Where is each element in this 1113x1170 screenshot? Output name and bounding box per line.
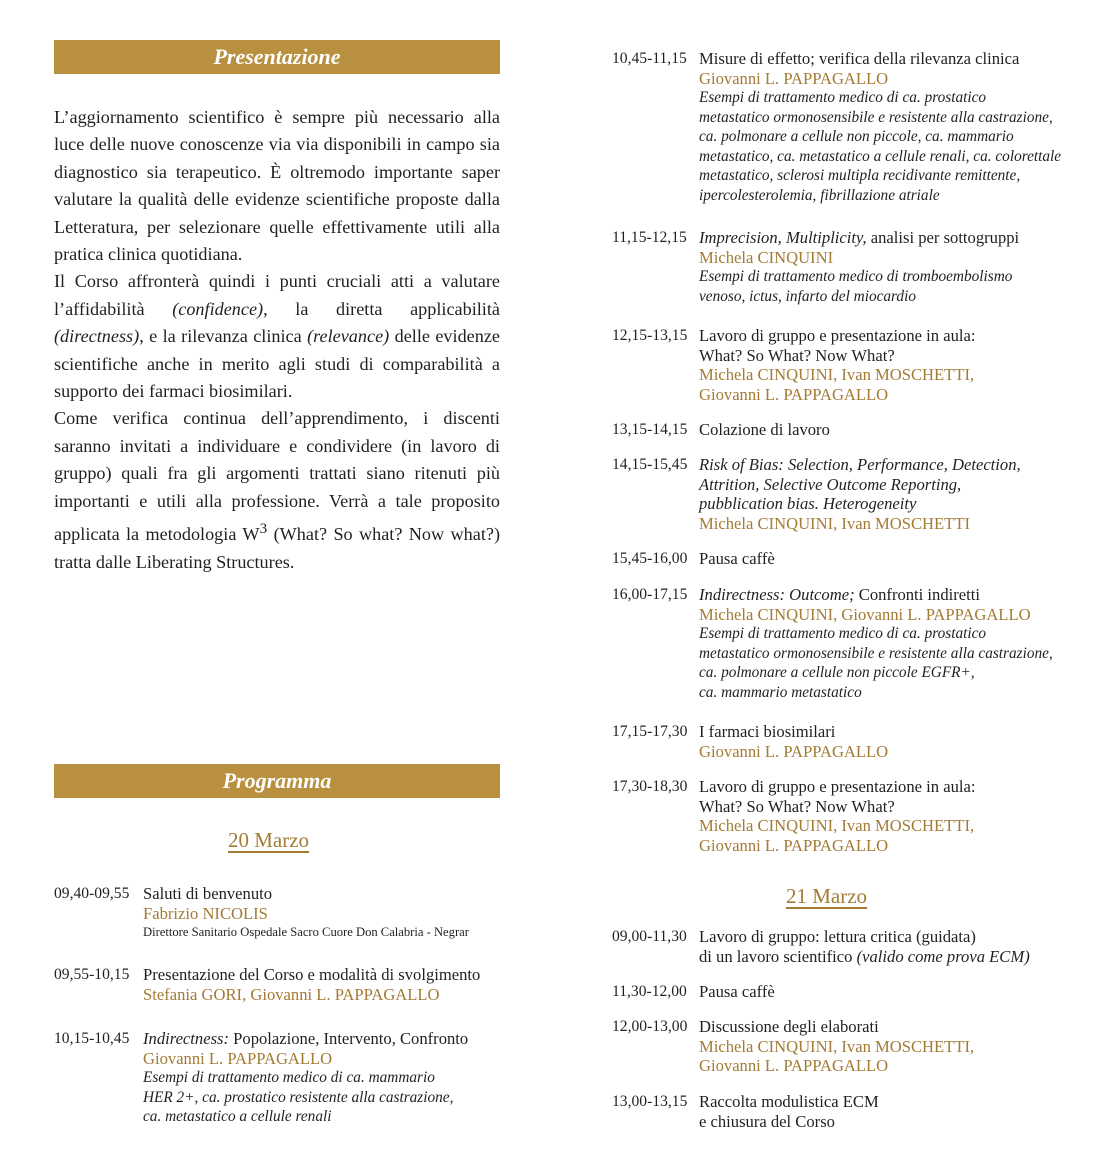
- entry-speaker: Michela CINQUINI, Ivan MOSCHETTI,: [699, 1036, 975, 1056]
- entry-time: 11,15-12,15: [612, 229, 687, 246]
- entry-title: Indirectness: Outcome; Confronti indiretti: [699, 585, 980, 604]
- entry-speaker: Giovanni L. PAPPAGALLO: [143, 1048, 333, 1068]
- entry-title: Presentazione del Corso e modalità di svolgimento: [143, 965, 481, 984]
- entry-speaker-line2: Giovanni L. PAPPAGALLO: [699, 1056, 889, 1075]
- entry-time: 09,55-10,15: [54, 966, 130, 983]
- entry-time: 13,15-14,15: [612, 421, 688, 438]
- entry-time: 15,45-16,00: [612, 550, 688, 567]
- entry-title-line2: What? So What? Now What?: [699, 345, 895, 365]
- entry-speaker: Michela CINQUINI, Ivan MOSCHETTI,: [699, 816, 975, 835]
- entry-title: Misure di effetto; verifica della rilevanza clinica: [699, 49, 1020, 68]
- entry-title: Lavoro di gruppo: lettura critica (guidata): [699, 927, 976, 946]
- entry-time: 12,15-13,15: [612, 327, 688, 344]
- entry-speaker: Stefania GORI, Giovanni L. PAPPAGALLO: [143, 984, 440, 1004]
- entry-title: Imprecision, Multiplicity, analisi per sottogruppi: [699, 228, 1020, 247]
- entry-title: Indirectness: Popolazione, Intervento, Confronto: [143, 1029, 469, 1048]
- entry-title: Colazione di lavoro: [699, 420, 830, 439]
- entry-speaker: Giovanni L. PAPPAGALLO: [699, 68, 889, 88]
- entry-note: Esempi di trattamento medico di ca. mammario HER 2+, ca. prostatico resistente alla castrazione, ca. metastatico a cellule renali: [143, 1069, 454, 1126]
- entry-time: 17,15-17,30: [612, 723, 688, 740]
- entry-title: I farmaci biosimilari: [699, 722, 836, 741]
- entry-note: Esempi di trattamento medico di ca. prostatico metastatico ormonosensibile e resistente alla castrazione, ca. polmonare a cellule non piccole, ca. mammario metastatico, ca. metastatico a cellule renali, ca. colorettale metastatico, sclerosi multipla recidivante remittente, ipercolesterolemia, fibrillazione atriale: [699, 89, 1062, 204]
- entry-speaker-line2: Giovanni L. PAPPAGALLO: [699, 384, 889, 404]
- entry-title: Risk of Bias: Selection, Performance, Detection, Attrition, Selective Outcome Reporting, pubblication bias. Heterogeneity: [699, 455, 1021, 513]
- entry-time: 12,00-13,00: [612, 1018, 688, 1035]
- entry-note: Esempi di trattamento medico di ca. prostatico metastatico ormonosensibile e resistente alla castrazione, ca. polmonare a cellule non piccole EGFR+, ca. mammario metastatico: [699, 625, 1053, 701]
- schedule-entry: [612, 722, 1079, 761]
- entry-note: Esempi di trattamento medico di tromboembolismo venoso, ictus, infarto del miocardio: [699, 268, 1013, 305]
- entry-title: Saluti di benvenuto: [143, 884, 273, 903]
- entry-title: Raccolta modulistica ECM: [699, 1092, 879, 1111]
- intro-paragraph-3: Come verifica continua dell’apprendimento, i discenti saranno invitati a individuare e condividere (in lavoro di gruppo) quali fra gli argomenti trattati siano ritenuti più importanti e utili alla professione. Verrà a tale proposito applicata la metodologia $W^3$ (What? So what? Now what?) tratta dalle Liberating Structures.: [54, 408, 501, 572]
- schedule-entry: [612, 982, 1079, 1002]
- entry-title-line2: e chiusura del Corso: [699, 1111, 835, 1131]
- entry-speaker-role: Direttore Sanitario Ospedale Sacro Cuore Don Calabria - Negrar: [143, 925, 469, 939]
- entry-title-line2: di un lavoro scientifico (valido come prova ECM): [699, 946, 1030, 966]
- schedule-entry: [612, 585, 1079, 702]
- entry-time: 09,00-11,30: [612, 928, 687, 945]
- schedule-entry: [54, 884, 503, 941]
- intro-paragraph-1: L’aggiornamento scientifico è sempre più necessario alla luce delle nuove conoscenze via via disponibili in campo sia diagnostico sia terapeutico. È oltremodo importante saper valutare la qualità delle evidenze scientifiche proposte dalla Letteratura, per selezionare quelle effettivamente utili alla pratica clinica quotidiana.: [54, 107, 500, 265]
- schedule-entry: [54, 965, 513, 1004]
- entry-time: 11,30-12,00: [612, 983, 687, 1000]
- schedule-entry: [612, 1017, 1079, 1076]
- day-heading-20-marzo: 20 Marzo: [228, 828, 310, 852]
- programma-banner: Programma: [54, 764, 500, 798]
- presentazione-banner: Presentazione: [54, 40, 500, 74]
- schedule-entry: [612, 777, 1079, 855]
- schedule-entry: [612, 228, 1079, 306]
- schedule-entry: [54, 1029, 503, 1127]
- day-heading-21-marzo: 21 Marzo: [786, 884, 868, 908]
- entry-time: 13,00-13,15: [612, 1093, 688, 1110]
- entry-title: Discussione degli elaborati: [699, 1017, 879, 1036]
- schedule-entry: [612, 420, 1079, 440]
- entry-title-line2: What? So What? Now What?: [699, 796, 895, 816]
- intro-text: [54, 104, 500, 576]
- schedule-entry: [612, 326, 1079, 404]
- entry-time: 10,45-11,15: [612, 50, 687, 67]
- intro-paragraph-2: Il Corso affronterà quindi i punti cruciali atti a valutare l’affidabilità (confidence), la diretta applicabilità (directness), e la rilevanza clinica (relevance) delle evidenze scientifiche anche in merito agli studi di comparabilità a supporto dei farmaci biosimilari.: [54, 271, 500, 402]
- entry-speaker: Michela CINQUINI, Giovanni L. PAPPAGALLO: [699, 604, 1031, 624]
- entry-title: Pausa caffè: [699, 549, 775, 568]
- entry-time: 17,30-18,30: [612, 778, 688, 795]
- schedule-entry: [612, 49, 1079, 206]
- entry-title: Lavoro di gruppo e presentazione in aula:: [699, 326, 976, 345]
- entry-speaker: Michela CINQUINI, Ivan MOSCHETTI,: [699, 365, 975, 384]
- entry-time: 09,40-09,55: [54, 885, 130, 902]
- entry-title: Lavoro di gruppo e presentazione in aula:: [699, 777, 976, 796]
- schedule-entry: [612, 1092, 1079, 1131]
- entry-time: 16,00-17,15: [612, 586, 688, 603]
- entry-time: 10,15-10,45: [54, 1030, 130, 1047]
- schedule-entry: [612, 455, 1089, 533]
- entry-time: 14,15-15,45: [612, 456, 688, 473]
- entry-speaker: Giovanni L. PAPPAGALLO: [699, 741, 889, 761]
- entry-speaker: Michela CINQUINI: [699, 247, 834, 267]
- schedule-entry: [612, 549, 1079, 569]
- entry-speaker: Fabrizio NICOLIS: [143, 903, 268, 923]
- entry-speaker: Michela CINQUINI, Ivan MOSCHETTI: [699, 513, 970, 533]
- schedule-entry: [612, 927, 1089, 966]
- entry-speaker-line2: Giovanni L. PAPPAGALLO: [699, 835, 889, 855]
- entry-title: Pausa caffè: [699, 982, 775, 1001]
